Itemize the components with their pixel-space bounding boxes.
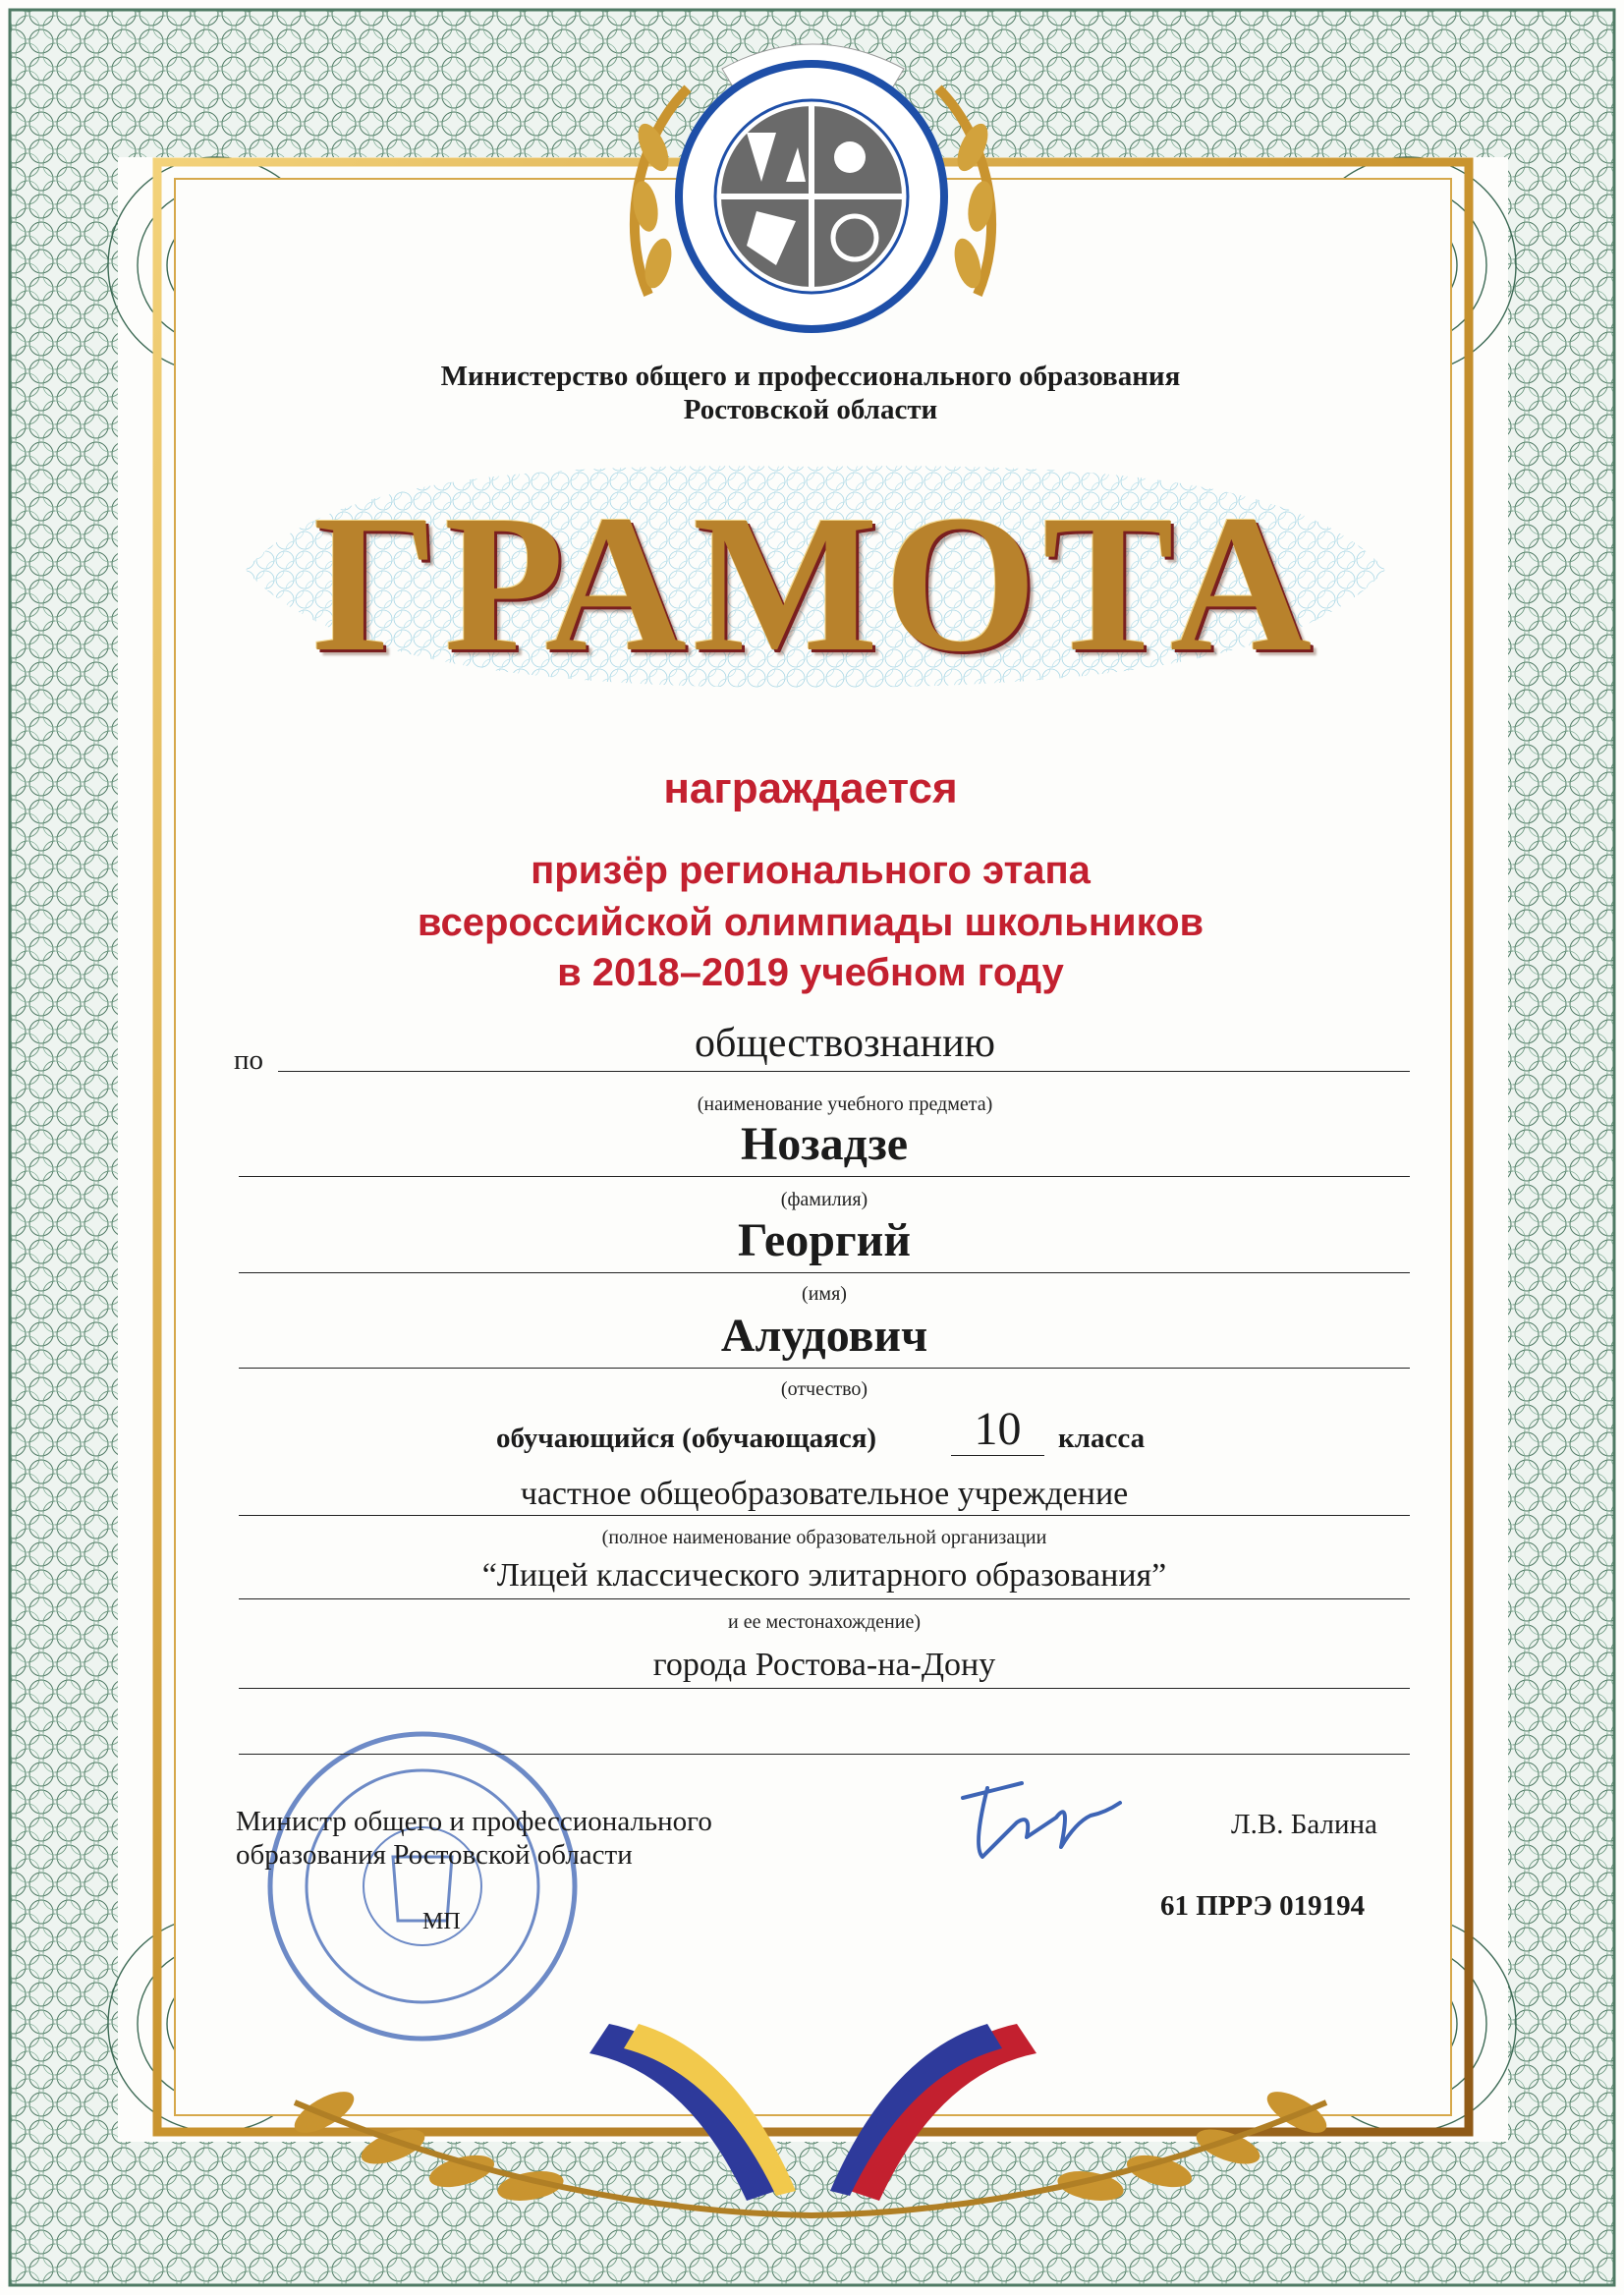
ministry-header-line2: Ростовской области (683, 394, 938, 425)
grade-underline (951, 1455, 1044, 1456)
ministry-header-line1: Министерство общего и профессионального образования (440, 361, 1181, 392)
awarded-text: награждается (663, 764, 958, 812)
school-type: частное общеобразовательное учреждение (520, 1476, 1129, 1512)
grade-prefix: обучающийся (обучающаяся) (496, 1423, 877, 1454)
school-location: города Ростова-на-Дону (652, 1647, 996, 1683)
school-type-underline (239, 1515, 1410, 1516)
grade-suffix: класса (1058, 1423, 1146, 1454)
surname-value: Нозадзе (740, 1118, 909, 1170)
school-caption-1: (полное наименование образовательной организации (601, 1527, 1047, 1548)
subject-prefix: по (234, 1044, 264, 1076)
signer-position-line1: Министр общего и профессионального (236, 1806, 712, 1837)
first-name-underline (239, 1272, 1410, 1273)
award-line-3: в 2018–2019 учебном году (557, 951, 1064, 994)
school-name-underline (239, 1598, 1410, 1599)
first-name-value: Георгий (738, 1214, 911, 1266)
stamp-label: МП (422, 1909, 461, 1934)
subject-caption: (наименование учебного предмета) (697, 1093, 993, 1115)
certificate-title: ГРАМОТА (312, 476, 1318, 693)
signer-position-line2: образования Ростовской области (236, 1839, 633, 1871)
blank-underline (239, 1754, 1410, 1755)
subject-underline (278, 1071, 1410, 1072)
patronymic-value: Алудович (720, 1310, 928, 1362)
patronymic-underline (239, 1368, 1410, 1369)
surname-caption: (фамилия) (780, 1189, 868, 1210)
first-name-caption: (имя) (802, 1283, 847, 1305)
school-location-underline (239, 1688, 1410, 1689)
surname-underline (239, 1176, 1410, 1177)
school-name: “Лицей классического элитарного образования” (481, 1557, 1167, 1594)
patronymic-caption: (отчество) (780, 1378, 868, 1400)
signer-name: Л.В. Балина (1231, 1809, 1377, 1840)
subject-value: обществознанию (695, 1021, 995, 1066)
serial-number: 61 ПРРЭ 019194 (1160, 1890, 1366, 1922)
award-line-1: призёр регионального этапа (531, 849, 1091, 892)
school-caption-2: и ее местонахождение) (728, 1611, 921, 1633)
award-line-2: всероссийской олимпиады школьников (417, 901, 1204, 944)
grade-value: 10 (974, 1403, 1022, 1455)
